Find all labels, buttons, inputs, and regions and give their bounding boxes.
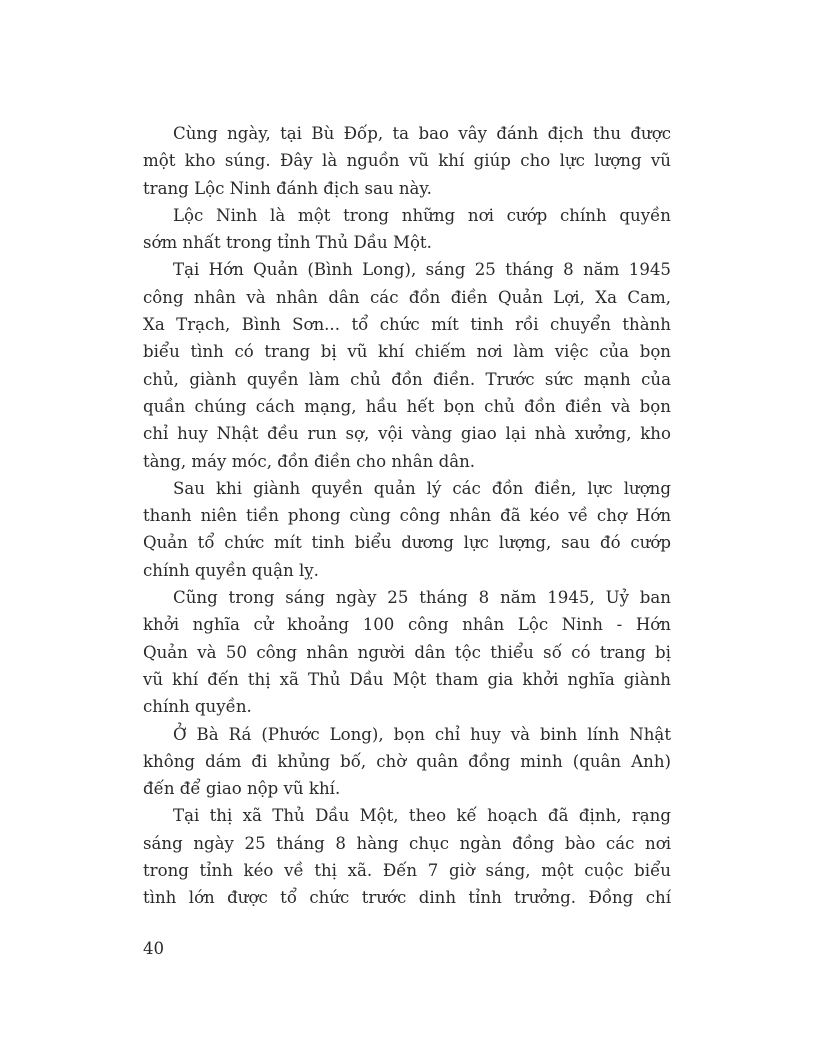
text-line: chủ, giành quyền làm chủ đồn điền. Trước sức mạnh của bbox=[143, 369, 671, 389]
text-line: Quản và 50 công nhân người dân tộc thiểu số có trang bị bbox=[143, 642, 671, 662]
text-line: thanh niên tiền phong cùng công nhân đã kéo về chợ Hớn bbox=[143, 506, 671, 526]
text-line: không dám đi khủng bố, chờ quân đồng minh (quân Anh) bbox=[143, 751, 671, 771]
text-line: chính quyền quận lỵ. bbox=[143, 560, 319, 580]
text-line: Xa Trạch, Bình Sơn... tổ chức mít tinh rồi chuyển thành bbox=[143, 315, 671, 335]
paragraph bbox=[143, 475, 671, 584]
text-line: Cùng ngày, tại Bù Đốp, ta bao vây đánh địch thu được bbox=[173, 124, 671, 143]
paragraph bbox=[143, 721, 671, 803]
text-line: khởi nghĩa cử khoảng 100 công nhân Lộc Ninh - Hớn bbox=[143, 615, 671, 635]
text-line: chỉ huy Nhật đều run sợ, vội vàng giao lại nhà xưởng, kho bbox=[143, 424, 671, 444]
text-line: tình lớn được tổ chức trước dinh tỉnh trưởng. Đồng chí bbox=[143, 888, 671, 908]
paragraph bbox=[143, 256, 671, 474]
page-number: 40 bbox=[143, 939, 165, 958]
text-line: biểu tình có trang bị vũ khí chiếm nơi làm việc của bọn bbox=[143, 342, 671, 362]
text-line: sáng ngày 25 tháng 8 hàng chục ngàn đồng bào các nơi bbox=[143, 833, 671, 853]
paragraph bbox=[143, 120, 671, 202]
paragraph bbox=[143, 202, 671, 257]
text-line: tàng, máy móc, đồn điền cho nhân dân. bbox=[143, 451, 476, 471]
text-line: trang Lộc Ninh đánh địch sau này. bbox=[143, 178, 432, 198]
text-line: Lộc Ninh là một trong những nơi cướp chính quyền bbox=[173, 205, 671, 225]
text-line: một kho súng. Đây là nguồn vũ khí giúp cho lực lượng vũ bbox=[143, 151, 671, 171]
text-line: chính quyền. bbox=[143, 697, 252, 717]
text-line: trong tỉnh kéo về thị xã. Đến 7 giờ sáng, một cuộc biểu bbox=[143, 861, 671, 881]
text-line: quần chúng cách mạng, hầu hết bọn chủ đồn điền và bọn bbox=[143, 396, 671, 416]
text-line: sớm nhất trong tỉnh Thủ Dầu Một. bbox=[143, 233, 432, 253]
text-line: Tại Hớn Quản (Bình Long), sáng 25 tháng 8 năm 1945 bbox=[173, 260, 671, 280]
text-line: công nhân và nhân dân các đồn điền Quản Lợi, Xa Cam, bbox=[143, 287, 671, 307]
text-line: Sau khi giành quyền quản lý các đồn điền, lực lượng bbox=[173, 478, 671, 498]
text-line: Tại thị xã Thủ Dầu Một, theo kế hoạch đã định, rạng bbox=[173, 806, 671, 826]
text-line: Cũng trong sáng ngày 25 tháng 8 năm 1945, Uỷ ban bbox=[173, 588, 671, 608]
text-line: vũ khí đến thị xã Thủ Dầu Một tham gia khởi nghĩa giành bbox=[143, 669, 671, 689]
paragraph bbox=[143, 584, 671, 720]
text-line: đến để giao nộp vũ khí. bbox=[143, 779, 341, 799]
text-line: Ở Bà Rá (Phước Long), bọn chỉ huy và binh lính Nhật bbox=[173, 724, 671, 744]
paragraph bbox=[143, 802, 671, 911]
text-line: Quản tổ chức mít tinh biểu dương lực lượng, sau đó cướp bbox=[143, 533, 671, 553]
page-body bbox=[143, 120, 671, 912]
